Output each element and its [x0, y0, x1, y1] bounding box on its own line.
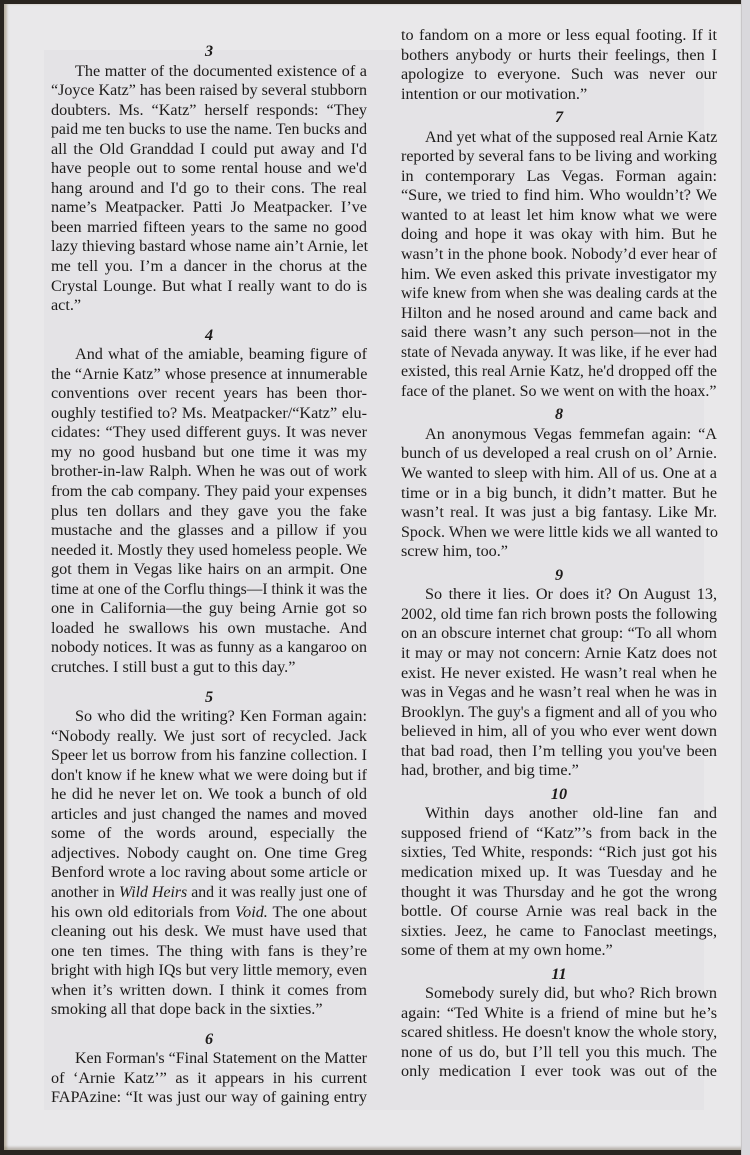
text-line: needed it. Mostly they used homeless people. We	[51, 541, 367, 559]
text-line: We wanted to sleep with him. All of us. One at a	[401, 464, 717, 483]
text-line: bright with high IQs but very little memory, even	[51, 962, 367, 980]
text-line: wife knew from when she was dealing cards at the	[401, 285, 717, 303]
text-line: “Joyce Katz” has been raised by several stubborn	[51, 82, 367, 100]
text-line: screw him, too.”	[401, 542, 508, 561]
paragraph-gap	[51, 678, 367, 688]
text-line: Speer let us borrow from his fanzine collection. I	[51, 747, 367, 765]
text-run: his own old editorials from	[51, 902, 236, 921]
text-line: of ‘Arnie Katz’” as it appears in his current	[51, 1068, 367, 1087]
text-line: lazy thieving bastard whose name ain’t Arnie, let	[51, 237, 369, 256]
text-line: time at one of the Corflu things—I think it was the	[51, 580, 368, 598]
left-column	[51, 42, 367, 1108]
text-line: loaded he swallows his own mustache. And	[51, 618, 367, 637]
text-line: scared shitless. He doesn't know the whole story,	[401, 1023, 718, 1042]
text-line: thought it was Thursday and he got the wrong	[401, 882, 717, 901]
text-line: apologize to everyone. Such was never our	[401, 65, 717, 84]
text-line: FAPAzine: “It was just our way of gaining entry	[51, 1088, 367, 1107]
text-line: Crystal Lounge. But what I really want to do is	[51, 276, 367, 295]
page-edge	[741, 0, 750, 1155]
text-line: on an obscure internet chat group: “To all whom	[401, 624, 717, 643]
text-line: from the cab company. They paid your expenses	[51, 482, 367, 501]
text-line: Benford wrote a loc raving about some article or	[51, 863, 367, 882]
text-line: 2002, old time fan rich brown posts the following	[401, 605, 717, 623]
text-line: face of the planet. So we went on with the hoax.”	[401, 382, 717, 400]
text-line: had, brother, and big time.”	[401, 761, 579, 780]
text-run: and it was really just one of	[187, 883, 367, 901]
text-line: don't know if he knew what we were doing but if	[51, 766, 367, 784]
text-line: one in California—the guy being Arnie got so	[51, 599, 367, 618]
text-line: sixties, Ted White, responds: “Rich just got his	[401, 843, 717, 862]
text-line: bothers anybody or hurts their feelings, then I	[401, 45, 717, 64]
text-line: “Nobody really. We just sort of recycled. Jack	[51, 726, 367, 745]
text-line: Brooklyn. The guy's a figment and all of you who	[401, 703, 717, 721]
text-line: been married fifteen years to the same no good	[51, 217, 367, 236]
section-number: 7	[554, 108, 564, 127]
text-line: conventions over recent years has been thor-	[51, 384, 367, 403]
text-line: supposed friend of “Katz”’s from back in the	[401, 823, 717, 842]
text-line: Somebody surely did, but who? Rich brown	[425, 984, 717, 1003]
magazine-page	[4, 4, 742, 1150]
text-line: wasn’t real. It was just a big fantasy. Like Mr.	[401, 503, 717, 522]
text-line: wasn’t in the phone book. Nobody’d ever hear of	[401, 246, 717, 264]
text-line: in contemporary Las Vegas. Forman again:	[401, 166, 717, 185]
text-line: he did he never let on. We took a bunch of old	[51, 785, 367, 804]
text-line: hang around and I'd go to their cons. The real	[51, 178, 367, 197]
text-line	[51, 883, 367, 903]
text-line: was in Vegas and he wasn’t real when he was in	[401, 683, 717, 702]
text-line: crutches. I still bust a gut to this day.”	[51, 657, 296, 676]
text-line: nobody notices. It was as funny as a kangaroo on	[51, 639, 367, 657]
text-line: doing and hope it was okay with him. But he	[401, 225, 717, 244]
section-number: 5	[204, 687, 214, 706]
section-number: 10	[550, 784, 568, 803]
text-line: plus ten dollars and they gave you the fake	[51, 501, 367, 520]
text-line: “Sure, we tried to find him. Who wouldn’t? We	[401, 186, 717, 205]
text-line: oughly testified to? Ms. Meatpacker/“Katz” elu-	[51, 403, 367, 422]
text-line: exist. He never existed. He wasn’t real when he	[401, 663, 717, 682]
paragraph-gap	[51, 316, 367, 326]
section-number: 9	[554, 565, 564, 584]
italic-title: Wild Heirs	[118, 883, 188, 901]
text-line: brother-in-law Ralph. When he was out of work	[51, 462, 367, 481]
text-line: reported by several fans to be living and working	[401, 148, 717, 166]
text-line: the “Arnie Katz” whose presence at innumerable	[51, 364, 368, 383]
section-number: 3	[204, 42, 214, 60]
text-line: said there wasn’t any such person—not in the	[401, 323, 717, 342]
text-run: The one about	[267, 902, 367, 921]
text-line: name’s Meatpacker. Patti Jo Meatpacker. I’ve	[51, 198, 367, 217]
text-line	[51, 903, 367, 923]
text-line: again: “Ted White is a friend of mine but he’s	[401, 1003, 717, 1022]
section-number: 11	[551, 964, 567, 983]
text-line: it may or may not concern: Arnie Katz does not	[401, 643, 717, 662]
text-line: some of the words around, especially the	[51, 824, 367, 843]
text-run: another in	[51, 883, 119, 901]
text-line: some of them at my own home.”	[401, 941, 613, 960]
text-line: Ken Forman's “Final Statement on the Matter	[75, 1050, 367, 1068]
text-line: bunch of us developed a real crush on ol’ Arnie.	[401, 444, 717, 463]
text-line: to fandom on a more or less equal footing. If it	[401, 26, 717, 44]
text-line: my no good husband but one time it was my	[51, 442, 367, 461]
text-line: got them in Vegas like hairs on an armpit. One	[51, 560, 367, 579]
text-line: cleaning out his desk. We must have used that	[51, 922, 367, 941]
text-line: Within days another old-line fan and	[425, 804, 717, 823]
right-column	[401, 26, 717, 1082]
text-line: So who did the writing? Ken Forman again:	[75, 707, 367, 726]
section-number: 4	[204, 325, 214, 344]
text-line: that bad road, then I’m telling you you've been	[401, 741, 717, 760]
section-number: 6	[204, 1029, 214, 1048]
text-line: An anonymous Vegas femmefan again: “A	[425, 424, 717, 443]
text-line: The matter of the documented existence of a	[75, 61, 367, 80]
text-line: And what of the amiable, beaming figure of	[75, 345, 367, 364]
text-line: articles and just changed the names and moved	[51, 804, 367, 823]
text-line: believed in him, all of you who ever went down	[401, 722, 717, 741]
text-line: me tell you. I’m a dancer in the chorus at the	[51, 257, 367, 276]
text-line: bottle. Of course Arnie was real back in the	[401, 902, 717, 921]
text-line: mustache and the glasses and a pillow if you	[51, 521, 367, 540]
text-line: existed, this real Arnie Katz, he'd dropped off the	[401, 363, 717, 381]
text-line: time or in a big bunch, it didn’t matter. But he	[401, 483, 717, 502]
text-line: Hilton and he nosed around and came back and	[401, 303, 717, 322]
text-line: So there it lies. Or does it? On August 13,	[425, 585, 717, 604]
section-number: 8	[554, 405, 564, 424]
text-line: cidates: “They used different guys. It was never	[51, 423, 367, 442]
text-line: wanted to at least let him know what we were	[401, 205, 717, 224]
text-line: him. We even asked this private investigator my	[401, 264, 717, 283]
text-line: smoking all that dope back in the sixties.”	[51, 1000, 323, 1019]
text-line: when it’s written down. I think it comes from	[51, 980, 367, 999]
text-line: adjectives. Nobody caught on. One time Greg	[51, 843, 367, 862]
text-line: And yet what of the supposed real Arnie Katz	[425, 128, 718, 146]
text-line: none of us do, but I’ll tell you this much. The	[401, 1042, 717, 1061]
text-line: medication mixed up. It was Tuesday and he	[401, 862, 717, 881]
text-line: all the Old Granddad I could put away and I'd	[51, 139, 367, 158]
text-line: one ten times. The thing with fans is they’re	[51, 941, 367, 960]
text-line: intention or our motivation.”	[401, 84, 588, 103]
text-line: have people out to some rental house and we'd	[51, 159, 367, 178]
text-line: Spock. When we were little kids we all wanted to	[401, 523, 718, 541]
text-line: sixties. Jeez, he came to Fanoclast meetings,	[401, 921, 717, 940]
text-line: state of Nevada anyway. It was like, if he ever had	[401, 343, 717, 361]
text-line: only medication I ever took was out of the	[401, 1062, 717, 1081]
italic-title: Void.	[235, 902, 268, 921]
text-line: act.”	[51, 296, 82, 315]
text-line: doubters. Ms. “Katz” herself responds: “They	[51, 100, 367, 119]
text-line: paid me ten bucks to use the name. Ten bucks and	[51, 121, 367, 139]
paragraph-gap	[51, 1020, 367, 1030]
